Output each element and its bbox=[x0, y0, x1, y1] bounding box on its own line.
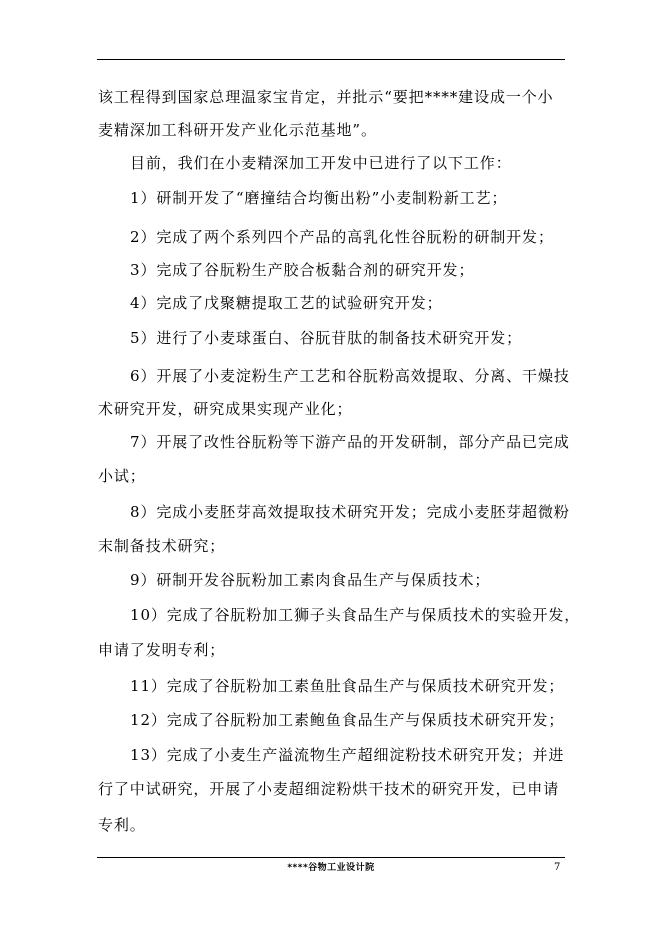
list-item: 1）研制开发了“磨撞结合均衡出粉”小麦制粉新工艺； bbox=[130, 189, 508, 207]
list-item: 8）完成小麦胚芽高效提取技术研究开发；完成小麦胚芽超微粉 bbox=[130, 503, 570, 521]
text-line: 目前，我们在小麦精深加工开发中已进行了以下工作： bbox=[130, 154, 512, 172]
list-item: 10）完成了谷朊粉加工狮子头食品生产与保质技术的实验开发， bbox=[130, 606, 581, 624]
list-item-continuation: 行了中试研究，开展了小麦超细淀粉烘干技术的研究开发，已申请 bbox=[98, 780, 560, 798]
list-item: 4）完成了戊聚糖提取工艺的试验研究开发； bbox=[130, 294, 443, 312]
list-item: 11）完成了谷朊粉加工素鱼肚食品生产与保质技术研究开发； bbox=[130, 677, 565, 695]
list-item: 7）开展了改性谷朊粉等下游产品的开发研制，部分产品已完成 bbox=[130, 433, 570, 451]
list-item-continuation: 末制备技术研究； bbox=[98, 537, 226, 555]
list-item: 9）研制开发谷朊粉加工素肉食品生产与保质技术； bbox=[130, 571, 491, 589]
list-item: 12）完成了谷朊粉加工素鲍鱼食品生产与保质技术研究开发； bbox=[130, 711, 565, 729]
list-item: 2）完成了两个系列四个产品的高乳化性谷朊粉的研制开发； bbox=[130, 228, 554, 246]
list-item: 3）完成了谷朊粉生产胶合板黏合剂的研究开发； bbox=[130, 261, 475, 279]
list-item-continuation: 申请了发明专利； bbox=[98, 641, 226, 659]
list-item-continuation: 专利。 bbox=[98, 816, 146, 834]
list-item: 5）进行了小麦球蛋白、谷朊苷肽的制备技术研究开发； bbox=[130, 329, 523, 347]
header-rule bbox=[97, 59, 565, 60]
list-item: 13）完成了小麦生产溢流物生产超细淀粉技术研究开发；并进 bbox=[130, 746, 565, 764]
list-item-continuation: 术研究开发，研究成果实现产业化； bbox=[98, 400, 353, 418]
text-line: 麦精深加工科研开发产业化示范基地”。 bbox=[98, 121, 377, 139]
list-item-continuation: 小试； bbox=[98, 467, 146, 485]
footer-institute: ****谷物工业设计院 bbox=[287, 863, 375, 873]
footer-rule bbox=[97, 857, 565, 858]
list-item: 6）开展了小麦淀粉生产工艺和谷朊粉高效提取、分离、干燥技 bbox=[130, 367, 570, 385]
page-number: 7 bbox=[554, 862, 561, 873]
text-line: 该工程得到国家总理温家宝肯定，并批示“要把****建设成一个小 bbox=[98, 88, 554, 106]
